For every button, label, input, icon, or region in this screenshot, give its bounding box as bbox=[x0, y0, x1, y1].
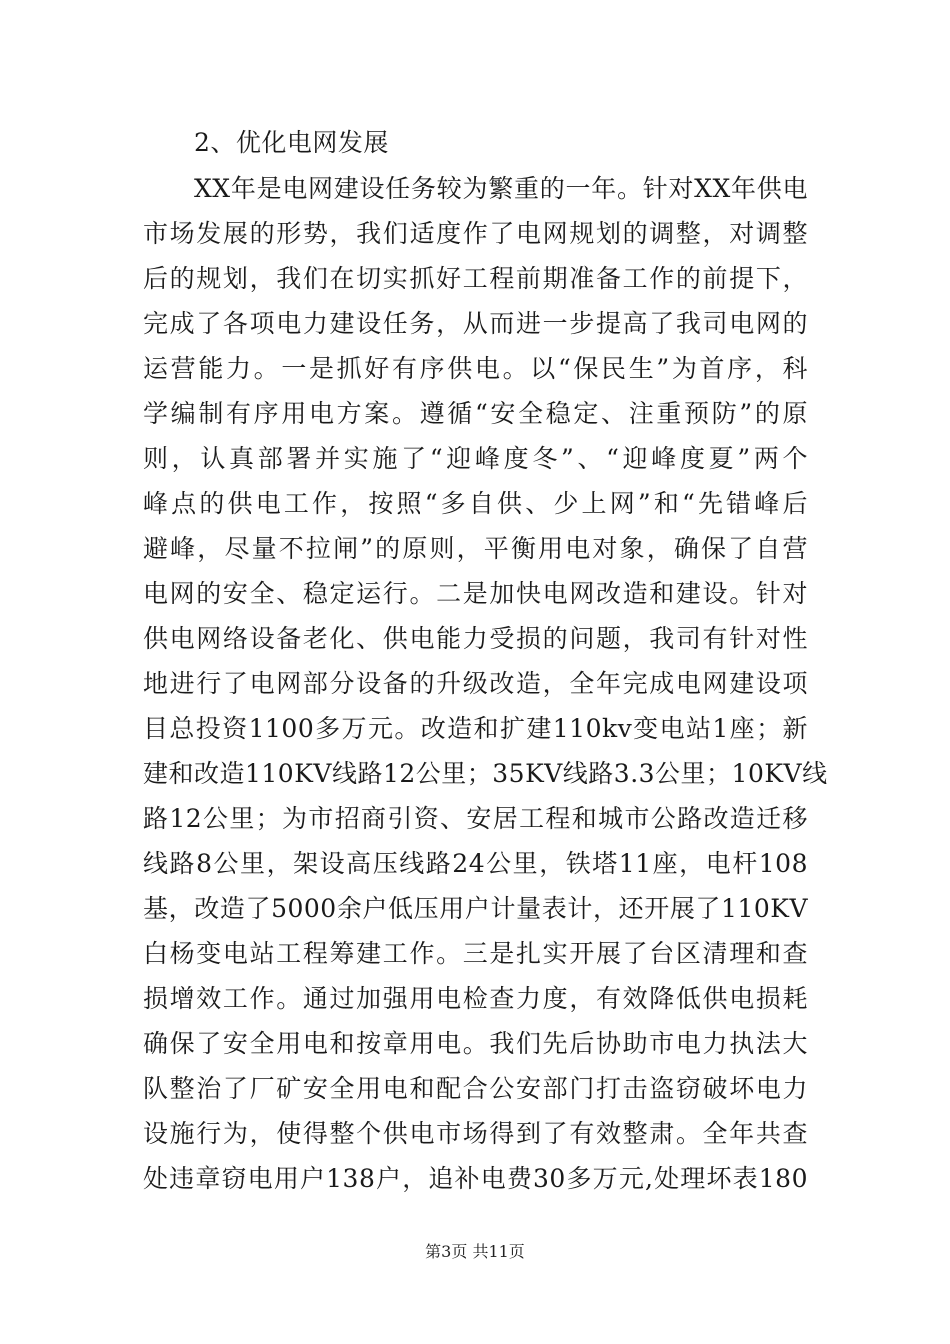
body-line: 则，认真部署并实施了“迎峰度冬”、“迎峰度夏”两个 bbox=[143, 444, 808, 473]
body-line: 学编制有序用电方案。遵循“安全稳定、注重预防”的原 bbox=[143, 399, 808, 428]
body-line: 确保了安全用电和按章用电。我们先后协助市电力执法大 bbox=[143, 1029, 808, 1058]
body-line: 完成了各项电力建设任务，从而进一步提高了我司电网的 bbox=[143, 309, 808, 338]
body-line: 处违章窃电用户138户，追补电费30多万元,处理坏表180 bbox=[143, 1164, 808, 1193]
body-line: 运营能力。一是抓好有序供电。以“保民生”为首序，科 bbox=[143, 354, 808, 383]
body-line: 基，改造了5000余户低压用户计量表计，还开展了110KV bbox=[143, 894, 808, 923]
body-line: 后的规划，我们在切实抓好工程前期准备工作的前提下， bbox=[143, 264, 808, 293]
body-line: 队整治了厂矿安全用电和配合公安部门打击盗窃破坏电力 bbox=[143, 1074, 808, 1103]
body-line: 损增效工作。通过加强用电检查力度，有效降低供电损耗 bbox=[143, 984, 808, 1013]
body-line: 白杨变电站工程筹建工作。三是扎实开展了台区清理和查 bbox=[143, 939, 808, 968]
body-line: 路12公里；为市招商引资、安居工程和城市公路改造迁移 bbox=[143, 804, 808, 833]
body-line: 供电网络设备老化、供电能力受损的问题，我司有针对性 bbox=[143, 624, 808, 653]
page-number-footer: 第3页 共11页 bbox=[425, 1242, 525, 1261]
body-line: 线路8公里，架设高压线路24公里，铁塔11座，电杆108 bbox=[143, 849, 808, 878]
body-line: XX年是电网建设任务较为繁重的一年。针对XX年供电 bbox=[194, 174, 808, 203]
body-line: 避峰，尽量不拉闸”的原则，平衡用电对象，确保了自营 bbox=[143, 534, 808, 563]
body-line: 目总投资1100多万元。改造和扩建110kv变电站1座；新 bbox=[143, 714, 808, 743]
body-line: 建和改造110KV线路12公里；35KV线路3.3公里；10KV线 bbox=[143, 759, 828, 788]
section-heading: 2、优化电网发展 bbox=[194, 128, 389, 157]
body-line: 电网的安全、稳定运行。二是加快电网改造和建设。针对 bbox=[143, 579, 808, 608]
body-line: 设施行为，使得整个供电市场得到了有效整肃。全年共查 bbox=[143, 1119, 808, 1148]
body-line: 峰点的供电工作，按照“多自供、少上网”和“先错峰后 bbox=[143, 489, 808, 518]
body-line: 地进行了电网部分设备的升级改造，全年完成电网建设项 bbox=[143, 669, 808, 698]
body-line: 市场发展的形势，我们适度作了电网规划的调整，对调整 bbox=[143, 219, 808, 248]
